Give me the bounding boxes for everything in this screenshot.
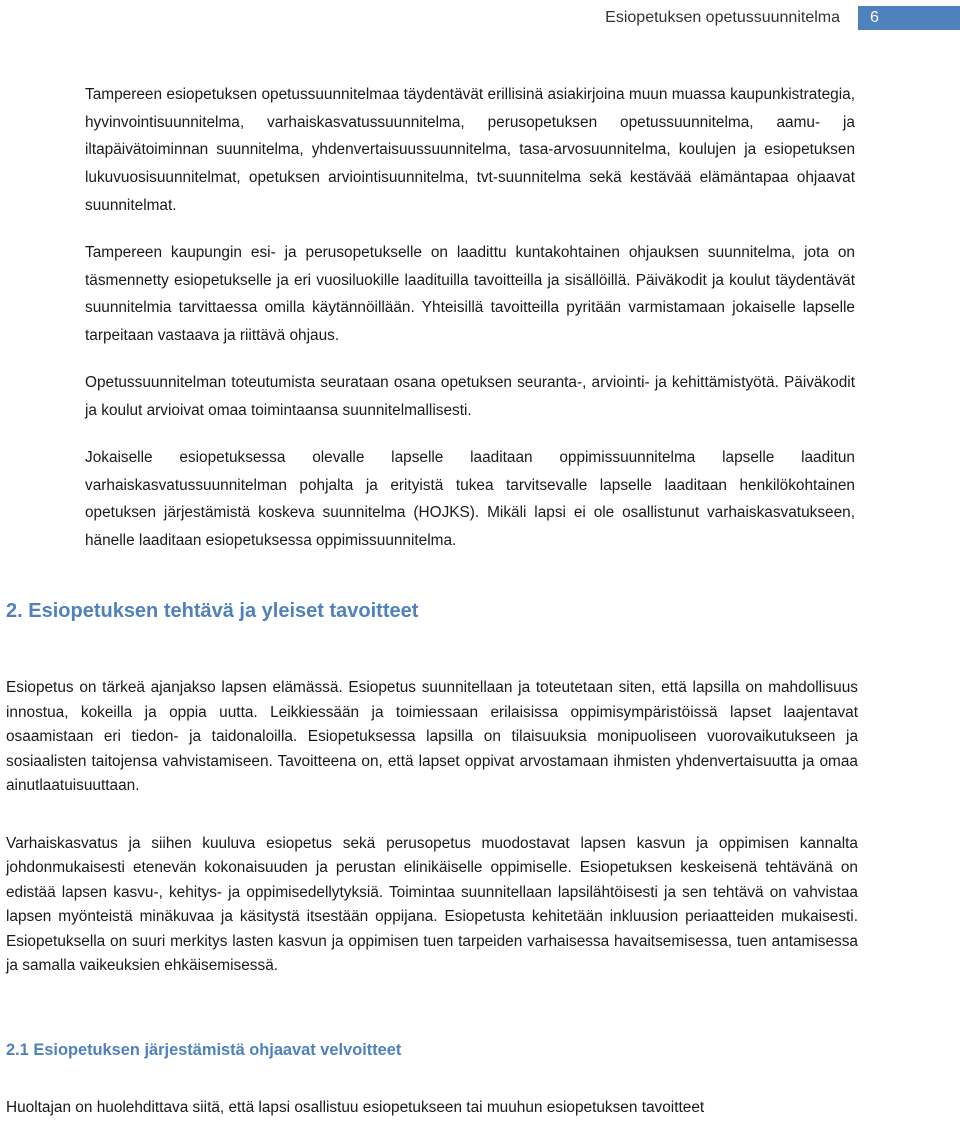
intro-paragraph-4: Jokaiselle esiopetuksessa olevalle lapselle laaditaan oppimissuunnitelma lapselle laaditun varhaiskasvatussuunnitelman pohjalta ja erityistä tukea tarvitsevalle lapselle laaditaan henkilökohtainen opetuksen järjestämistä koskeva suunnitelma (HOJKS). Mikäli lapsi ei ole osallistunut varhaiskasvatukseen, hänelle laaditaan esiopetuksessa oppimissuunnitelma.: [85, 449, 855, 550]
section-2-1-first-line: Huoltajan on huolehdittava siitä, että lapsi osallistuu esiopetukseen tai muuhun esiopetuksen tavoitteet: [6, 1099, 705, 1116]
page-number: 6: [858, 6, 960, 30]
intro-paragraph-2: Tampereen kaupungin esi- ja perusopetukselle on laadittu kuntakohtainen ohjauksen suunnitelma, jota on täsmennetty esiopetukselle ja eri vuosiluokille laadituilla tavoitteilla ja sisällöillä. Päiväkodit ja koulut täydentävät suunnitelmia tarvittaessa omilla käytännöillään. Yhteisillä tavoitteilla pyritään varmistamaan jokaiselle lapselle tarpeitaan vastaava ja riittävä ohjaus.: [85, 244, 855, 345]
section-2-paragraph-1: Esiopetus on tärkeä ajanjakso lapsen elämässä. Esiopetus suunnitellaan ja toteutetaan siten, että lapsilla on mahdollisuus innostua, kokeilla ja oppia uutta. Leikkiessään ja toimiessaan erilaisissa oppimisympäristöissä lapset laajentavat osaamistaan eri tiedon- ja taidonaloilla. Esiopetuksessa lapsilla on tilaisuuksia monipuoliseen vuorovaikutukseen ja sosiaalisten taitojensa vahvistamiseen. Tavoitteena on, että lapset oppivat arvostamaan ihmisten yhdenvertaisuutta ja omaa ainutlaatuisuuttaan.: [6, 679, 858, 795]
document-title: Esiopetuksen opetussuunnitelma: [605, 9, 840, 26]
section-2-paragraph-2: Varhaiskasvatus ja siihen kuuluva esiopetus sekä perusopetus muodostavat lapsen kasvun ja oppimisen kannalta johdonmukaisesti etenevän kokonaisuuden ja perustan elinikäiselle oppimiselle. Esiopetuksen keskeisenä tehtävänä on edistää lapsen kasvu-, kehitys- ja oppimisedellytyksiä. Toimintaa suunnitellaan lapsilähtöisesti ja sen tehtävä on vahvistaa lapsen myönteistä minäkuvaa ja käsitystä itsestään oppijana. Esiopetusta kehitetään inkluusion periaatteiden mukaisesti. Esiopetuksella on suuri merkitys lasten kasvun ja oppimisen tuen tarpeiden varhaisessa havaitsemisessa, tuen antamisessa ja samalla vaikeuksien ehkäisemisessä.: [6, 835, 858, 975]
intro-paragraph-1: Tampereen esiopetuksen opetussuunnitelmaa täydentävät erillisinä asiakirjoina muun muassa kaupunkistrategia, hyvinvointisuunnitelma, varhaiskasvatussuunnitelma, perusopetuksen opetussuunnitelma, aamu- ja iltapäivätoiminnan suunnitelma, yhdenvertaisuussuunnitelma, tasa-arvosuunnitelma, koulujen ja esiopetuksen lukuvuosisuunnitelmat, opetuksen arviointisuunnitelma, tvt-suunnitelma sekä kestävää elämäntapaa ohjaavat suunnitelmat.: [85, 86, 855, 214]
page-header: [605, 6, 960, 30]
intro-paragraph-3: Opetussuunnitelman toteutumista seurataan osana opetuksen seuranta-, arviointi- ja kehittämistyötä. Päiväkodit ja koulut arvioivat omaa toimintaansa suunnitelmallisesti.: [85, 374, 855, 419]
section-2-heading: 2. Esiopetuksen tehtävä ja yleiset tavoitteet: [6, 600, 419, 622]
section-2-1-heading: 2.1 Esiopetuksen järjestämistä ohjaavat velvoitteet: [6, 1041, 402, 1059]
